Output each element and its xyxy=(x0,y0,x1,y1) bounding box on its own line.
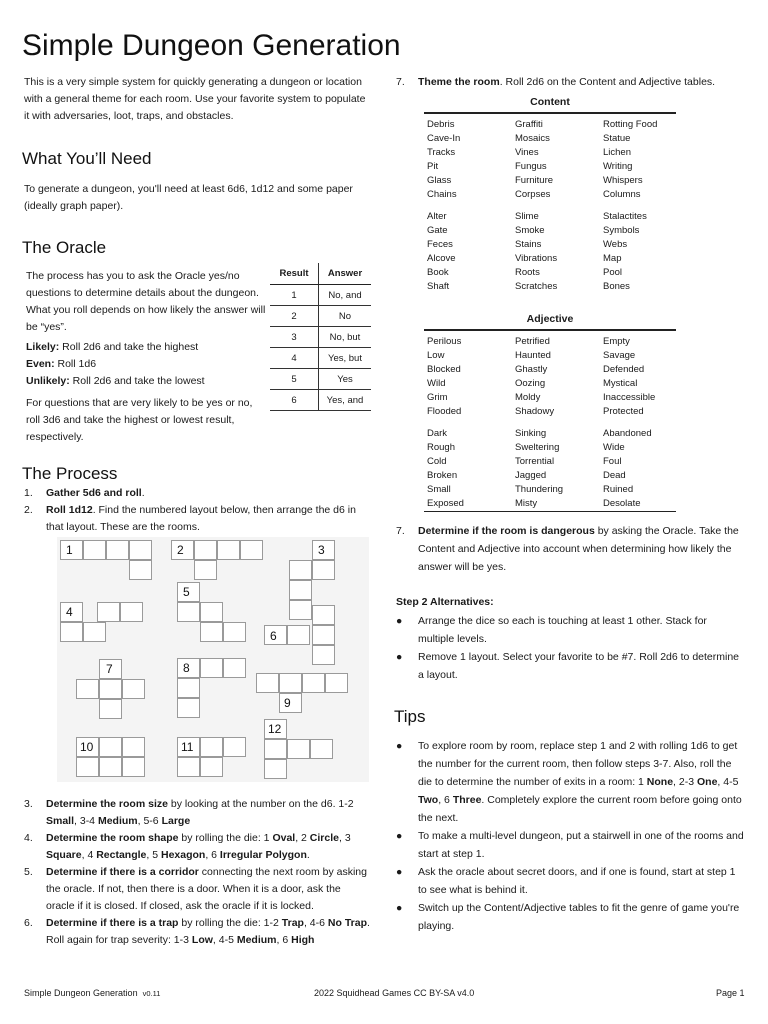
layout-cell xyxy=(200,602,223,622)
layout-cell xyxy=(223,737,246,757)
layout-cell xyxy=(312,605,335,625)
table-cell: 1 xyxy=(270,285,319,306)
table-cell: Savage xyxy=(603,350,636,361)
oracle-heading: The Oracle xyxy=(22,238,107,257)
process-steps-bottom xyxy=(24,796,370,949)
table-cell: 4 xyxy=(270,348,319,369)
table-cell: Exposed xyxy=(427,498,464,509)
table-cell: Fungus xyxy=(515,161,547,172)
layout-number: 12 xyxy=(268,722,282,736)
table-row xyxy=(270,348,371,369)
layout-cell xyxy=(194,540,217,560)
table-cell: Yes, and xyxy=(319,390,372,411)
adjective-table xyxy=(424,311,676,512)
oracle-table-header-answer: Answer xyxy=(319,263,372,285)
table-cell: Vines xyxy=(515,147,539,158)
layout-number: 6 xyxy=(270,629,277,643)
table-cell: Debris xyxy=(427,119,455,130)
oracle-likely: Likely: Roll 2d6 and take the highest xyxy=(26,341,199,353)
layout-cell xyxy=(256,673,279,693)
adjective-grid-2 xyxy=(424,427,676,512)
table-cell: Stains xyxy=(515,239,542,250)
process-heading: The Process xyxy=(22,464,118,483)
table-cell: Cave-In xyxy=(427,133,461,144)
layout-cell xyxy=(129,540,152,560)
table-cell: Yes xyxy=(319,369,372,390)
table-cell: Furniture xyxy=(515,175,554,186)
table-cell: Rotting Food xyxy=(603,119,658,130)
oracle-even: Even: Roll 1d6 xyxy=(26,358,97,370)
table-cell: 5 xyxy=(270,369,319,390)
table-cell: Lichen xyxy=(603,147,631,158)
table-cell: Flooded xyxy=(427,406,462,417)
table-cell: Map xyxy=(603,253,622,264)
table-cell: Oozing xyxy=(515,378,546,389)
process-steps-top xyxy=(24,485,370,536)
layout-cell xyxy=(129,560,152,580)
layout-cell xyxy=(217,540,240,560)
intro-paragraph: This is a very simple system for quickly generating a dungeon or location with a general theme for each room. Use your favorite system to populate it with adversaries, loot, traps, and obstacles. xyxy=(24,76,366,122)
layout-cell xyxy=(310,739,333,759)
adjective-grid-1 xyxy=(424,335,676,419)
table-cell: Webs xyxy=(603,239,628,250)
layout-cell xyxy=(325,673,348,693)
table-cell: No, and xyxy=(319,285,372,306)
table-cell: Misty xyxy=(515,498,538,509)
layout-cell xyxy=(83,622,106,642)
table-cell: Feces xyxy=(427,239,453,250)
layout-cell xyxy=(106,540,129,560)
oracle-unlikely: Unlikely: Roll 2d6 and take the lowest xyxy=(26,375,205,387)
table-row xyxy=(270,369,371,390)
layout-number: 4 xyxy=(66,605,73,619)
layout-cell xyxy=(287,739,310,759)
content-table xyxy=(424,94,676,294)
table-cell: Scratches xyxy=(515,281,558,292)
table-cell: Stalactites xyxy=(603,211,647,222)
table-cell: Mosaics xyxy=(515,133,550,144)
alternatives-list xyxy=(396,612,746,684)
layout-cell xyxy=(289,560,312,580)
table-cell: Wide xyxy=(603,442,625,453)
table-cell: Small xyxy=(427,484,451,495)
layout-cell xyxy=(240,540,263,560)
list-item: ● To explore room by room, replace step 1 and 2 with rolling 1d6 to get the number for the current room, then follow steps 3-7. Also, roll the die to determine the number of exits in a room: 1 None, 2-3 One, 4-5 Two, 6 Three. Completely explore the current room before going onto the next. xyxy=(396,740,742,824)
layout-number: 10 xyxy=(80,740,94,754)
process-step-5: 5. Determine if there is a corridor connecting the next room by asking the oracle. If not, then there is a door. When it is a door, ask the oracle if it is closed. If closed, ask the oracle if it is locked. xyxy=(24,866,367,912)
layout-cell xyxy=(76,757,99,777)
process-step-2: 2. Roll 1d12. Find the numbered layout below, then arrange the d6 in that layout. These are the rooms. xyxy=(24,504,356,533)
layout-cell xyxy=(287,625,310,645)
table-cell: Statue xyxy=(603,133,631,144)
layout-cell xyxy=(99,757,122,777)
table-cell: Alcove xyxy=(427,253,456,264)
table-cell: Book xyxy=(427,267,449,278)
table-cell: Yes, but xyxy=(319,348,372,369)
table-row xyxy=(270,390,371,411)
layout-cell xyxy=(122,679,145,699)
table-cell: Sinking xyxy=(515,428,547,439)
layout-cell xyxy=(279,673,302,693)
layout-number: 3 xyxy=(318,543,325,557)
table-cell: Chains xyxy=(427,189,457,200)
footer-title: Simple Dungeon Generation v0.11 xyxy=(24,988,161,998)
need-heading: What You’ll Need xyxy=(22,149,152,168)
table-cell: Haunted xyxy=(515,350,551,361)
layout-cell xyxy=(177,678,200,698)
table-cell: Blocked xyxy=(427,364,461,375)
table-cell: 2 xyxy=(270,306,319,327)
oracle-odds xyxy=(26,339,266,390)
layout-number: 11 xyxy=(181,740,194,754)
table-cell: Pool xyxy=(603,267,623,278)
process-step-4: 4. Determine the room shape by rolling the die: 1 Oval, 2 Circle, 3 Square, 4 Rectangle, 5 Hexagon, 6 Irregular Polygon. xyxy=(24,832,351,861)
layout-cell xyxy=(312,625,335,645)
layout-cell xyxy=(223,622,246,642)
process-step-7b: 7. Determine if the room is dangerous by asking the Oracle. Take the Content and Adjective into account when determining how likely the answer will be yes. xyxy=(396,525,739,573)
list-item: ● Ask the oracle about secret doors, and if one is found, start at step 1 to see what is behind it. xyxy=(396,866,736,896)
layout-cell xyxy=(177,602,200,622)
layout-cell xyxy=(264,739,287,759)
content-grid-1 xyxy=(424,118,676,202)
tips-heading: Tips xyxy=(394,707,426,726)
layout-cell xyxy=(97,602,120,622)
table-cell: Shaft xyxy=(427,281,450,292)
layout-cell xyxy=(194,560,217,580)
table-cell: Perilous xyxy=(427,336,462,347)
table-cell: 6 xyxy=(270,390,319,411)
table-cell: Tracks xyxy=(427,147,456,158)
table-cell: Whispers xyxy=(603,175,643,186)
layout-cell xyxy=(99,737,122,757)
page-number: Page 1 xyxy=(716,988,745,998)
list-item: ● Arrange the dice so each is touching at least 1 other. Stack for multiple levels. xyxy=(396,615,707,645)
page-title: Simple Dungeon Generation xyxy=(22,29,401,62)
table-cell: 3 xyxy=(270,327,319,348)
tips-list xyxy=(396,737,746,935)
process-step-7-danger xyxy=(396,522,746,576)
layout-cell xyxy=(60,622,83,642)
table-cell: Bones xyxy=(603,281,630,292)
table-row xyxy=(270,306,371,327)
layout-cell xyxy=(177,757,200,777)
room-layouts-diagram xyxy=(57,537,369,782)
table-cell: Sweltering xyxy=(515,442,560,453)
table-cell: Desolate xyxy=(603,498,641,509)
layout-cell xyxy=(122,737,145,757)
table-cell: Symbols xyxy=(603,225,640,236)
layout-number: 5 xyxy=(183,585,190,599)
layout-cell xyxy=(99,679,122,699)
layout-number: 2 xyxy=(177,543,184,557)
table-cell: No xyxy=(319,306,372,327)
layout-cell xyxy=(312,560,335,580)
table-cell: Roots xyxy=(515,267,540,278)
table-cell: Ruined xyxy=(603,484,634,495)
process-step-3: 3. Determine the room size by looking at the number on the d6. 1-2 Small, 3-4 Medium, 5-6 Large xyxy=(24,798,354,827)
table-cell: Writing xyxy=(603,161,633,172)
layout-cell xyxy=(289,600,312,620)
need-paragraph: To generate a dungeon, you'll need at least 6d6, 1d12 and some paper (ideally graph paper). xyxy=(24,183,353,212)
table-cell: Broken xyxy=(427,470,458,481)
table-cell: Glass xyxy=(427,175,452,186)
table-cell: Jagged xyxy=(515,470,547,481)
table-cell: Defended xyxy=(603,364,645,375)
table-cell: Grim xyxy=(427,392,448,403)
content-grid-2 xyxy=(424,210,676,294)
layout-cell xyxy=(289,580,312,600)
process-step-7: 7. Theme the room. Roll 2d6 on the Content and Adjective tables. xyxy=(396,76,716,88)
table-cell: Columns xyxy=(603,189,641,200)
table-cell: Low xyxy=(427,350,445,361)
process-step-6: 6. Determine if there is a trap by rolling the die: 1-2 Trap, 4-6 No Trap. Roll again for trap severity: 1-3 Low, 4-5 Medium, 6 High xyxy=(24,917,370,946)
table-cell: Dark xyxy=(427,428,448,439)
oracle-extra: For questions that are very likely to be yes or no, roll 3d6 and take the highest or lowest result, respectively. xyxy=(26,397,253,443)
table-cell: Inaccessible xyxy=(603,392,656,403)
layout-cell xyxy=(200,757,223,777)
layout-cell xyxy=(76,679,99,699)
table-cell: Gate xyxy=(427,225,448,236)
oracle-paragraph: The process has you to ask the Oracle yes/no questions to determine details about the dungeon. What you roll depends on how likely the answer will be “yes”. xyxy=(26,270,266,333)
layout-number: 1 xyxy=(66,543,73,557)
footer-license: 2022 Squidhead Games CC BY-SA v4.0 xyxy=(314,988,475,998)
layout-cell xyxy=(200,658,223,678)
adjective-table-title: Adjective xyxy=(424,311,676,331)
oracle-table xyxy=(270,263,371,411)
layout-cell xyxy=(200,622,223,642)
layout-cell xyxy=(312,645,335,665)
table-cell: Ghastly xyxy=(515,364,548,375)
list-item: ● Switch up the Content/Adjective tables to fit the genre of game you're playing. xyxy=(396,902,740,932)
table-cell: Wild xyxy=(427,378,446,389)
layout-cell xyxy=(120,602,143,622)
layout-cell xyxy=(264,759,287,779)
table-cell: Cold xyxy=(427,456,447,467)
list-item: ● To make a multi-level dungeon, put a stairwell in one of the rooms and start at step 1. xyxy=(396,830,744,860)
table-cell: Moldy xyxy=(515,392,541,403)
layout-cell xyxy=(302,673,325,693)
table-cell: Dead xyxy=(603,470,626,481)
table-cell: Empty xyxy=(603,336,630,347)
table-cell: Protected xyxy=(603,406,644,417)
oracle-table-header-result: Result xyxy=(270,263,319,285)
layout-cell xyxy=(200,737,223,757)
table-row xyxy=(270,327,371,348)
table-cell: Shadowy xyxy=(515,406,555,417)
table-row xyxy=(270,285,371,306)
layout-cell xyxy=(83,540,106,560)
table-cell: Smoke xyxy=(515,225,545,236)
layout-cell xyxy=(99,699,122,719)
table-cell: Thundering xyxy=(515,484,564,495)
table-cell: Corpses xyxy=(515,189,551,200)
table-cell: Vibrations xyxy=(515,253,558,264)
process-step-1: 1. Gather 5d6 and roll. xyxy=(24,487,145,499)
table-cell: Foul xyxy=(603,456,622,467)
layout-number: 7 xyxy=(106,662,113,676)
table-cell: Alter xyxy=(427,211,447,222)
table-cell: Graffiti xyxy=(515,119,543,130)
table-cell: Torrential xyxy=(515,456,555,467)
layout-number: 8 xyxy=(183,661,190,675)
table-cell: No, but xyxy=(319,327,372,348)
layout-cell xyxy=(223,658,246,678)
alternatives-heading: Step 2 Alternatives: xyxy=(396,596,494,608)
process-step-7-theme xyxy=(396,74,746,91)
content-table-title: Content xyxy=(424,94,676,114)
list-item: ● Remove 1 layout. Select your favorite to be #7. Roll 2d6 to determine a layout. xyxy=(396,651,740,681)
table-cell: Petrified xyxy=(515,336,550,347)
table-cell: Abandoned xyxy=(603,428,652,439)
table-cell: Pit xyxy=(427,161,439,172)
table-cell: Slime xyxy=(515,211,539,222)
table-cell: Mystical xyxy=(603,378,638,389)
table-cell: Rough xyxy=(427,442,455,453)
layout-number: 9 xyxy=(284,696,291,710)
layout-cell xyxy=(122,757,145,777)
layout-cell xyxy=(177,698,200,718)
